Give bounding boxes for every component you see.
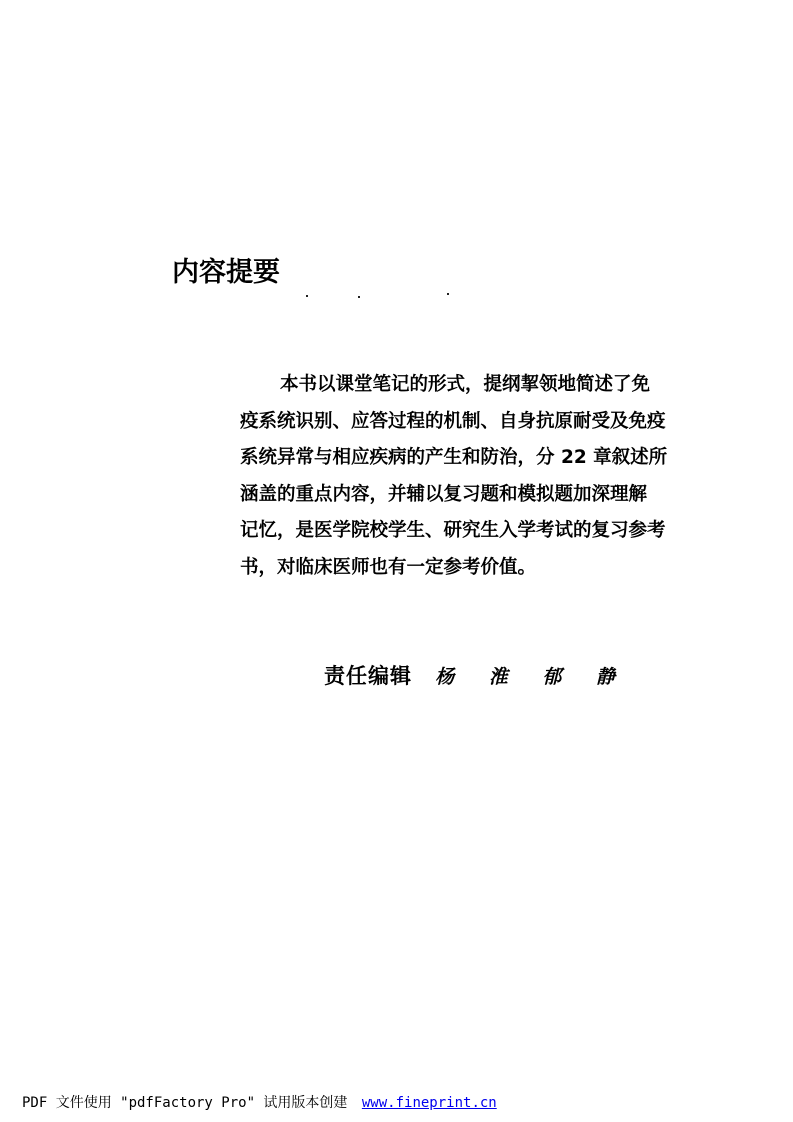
editor-names: 杨 淮 郁 静 (435, 666, 615, 688)
scan-speck (447, 293, 449, 295)
summary-line: 书，对临床医师也有一定参考价值。 (240, 556, 537, 578)
summary-line: 涵盖的重点内容，并辅以复习题和模拟题加深理解 (240, 483, 648, 505)
pdf-footer (22, 1092, 497, 1112)
scan-speck (358, 296, 360, 298)
scan-speck (306, 295, 308, 297)
summary-line: 疫系统识别、应答过程的机制、自身抗原耐受及免疫 (240, 410, 666, 432)
summary-line: 本书以课堂笔记的形式，提纲挈领地简述了免 (280, 374, 651, 395)
page-heading: 内容提要 (172, 257, 280, 288)
summary-line: 系统异常与相应疾病的产生和防治，分 22 章叙述所 (240, 447, 668, 468)
editor-credit (324, 660, 615, 690)
editor-label: 责任编辑 (324, 664, 412, 688)
footer-text: PDF 文件使用 "pdfFactory Pro" 试用版本创建 (22, 1095, 348, 1111)
summary-paragraph (240, 367, 700, 586)
summary-line: 记忆，是医学院校学生、研究生入学考试的复习参考 (240, 520, 666, 541)
footer-link[interactable]: www.fineprint.cn (361, 1095, 497, 1111)
